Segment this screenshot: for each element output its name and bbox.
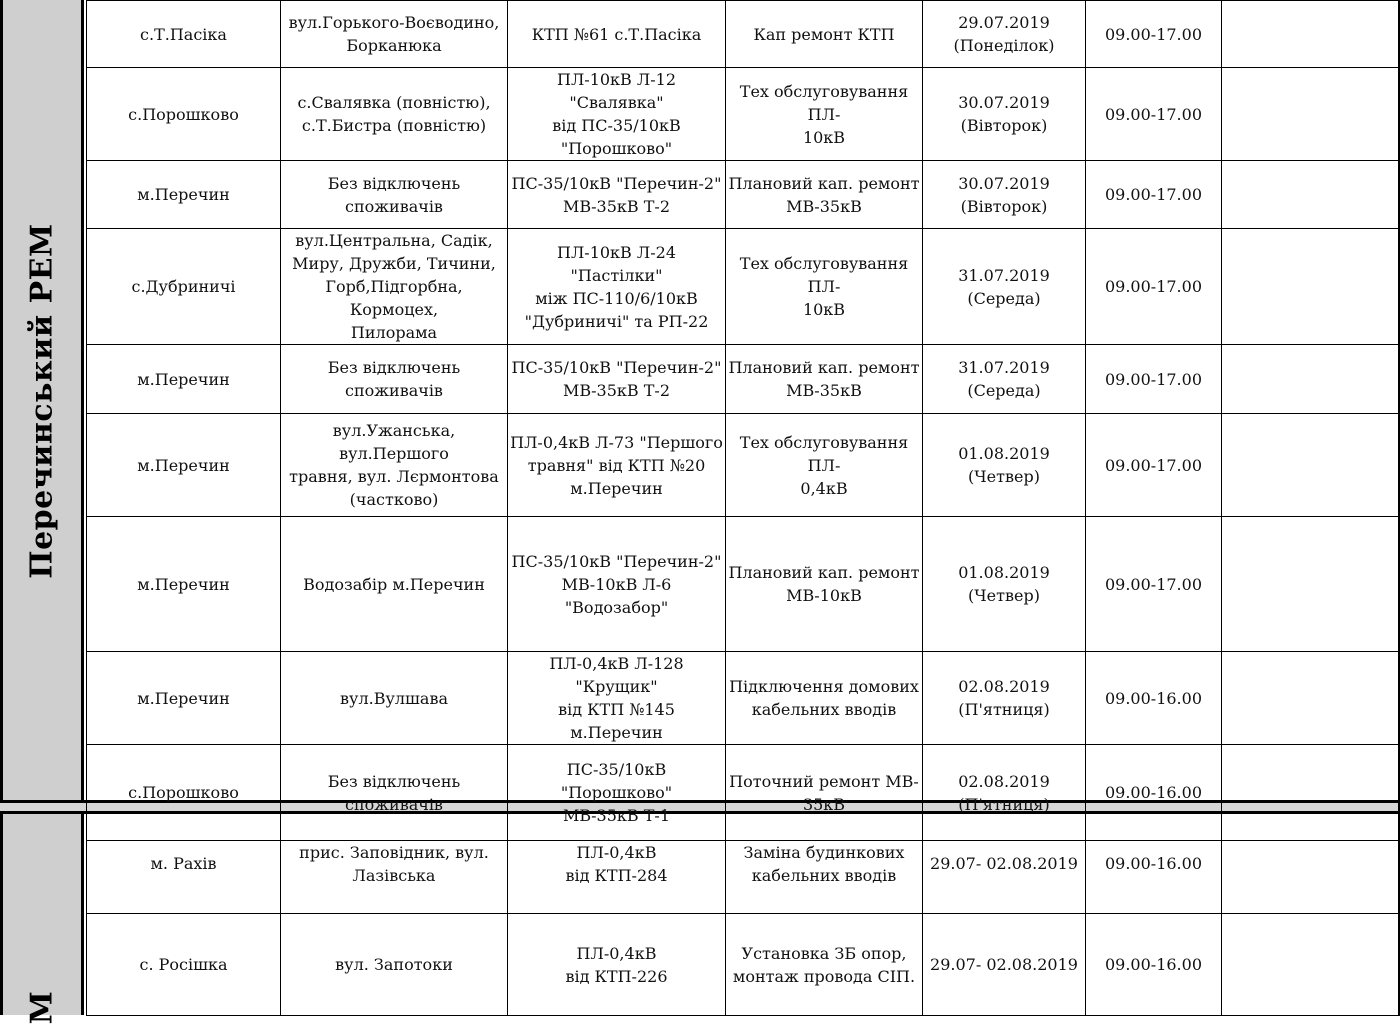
date-cell (923, 345, 1086, 414)
work-type-cell-text: Плановий кап. ремонт МВ-35кВ (728, 358, 920, 400)
streets-cell-text: с.Свалявка (повністю), с.Т.Бистра (повністю) (297, 93, 491, 135)
note-cell (1222, 1, 1399, 68)
settlement-cell-text: с.Т.Пасіка (140, 24, 227, 44)
time-cell (1086, 652, 1222, 745)
streets-cell (281, 414, 508, 517)
date-cell-text: 02.08.2019 (П'ятниця) (958, 677, 1050, 719)
note-cell (1222, 345, 1399, 414)
section-label-perechyn: Перечинський РЕМ (24, 223, 60, 579)
power-object-cell-text: ПЛ-10кВ Л-24 "Пастілки" між ПС-110/6/10кВ "Дубриничі" та РП-22 (524, 242, 709, 331)
date-cell-text: 31.07.2019 (Середа) (958, 265, 1050, 308)
streets-cell-text: Водозабір м.Перечин (303, 574, 485, 594)
date-cell-text: 02.08.2019 (П'ятниця) (958, 771, 1050, 814)
settlement-cell-text: с.Дубриничі (131, 277, 236, 296)
work-type-cell (726, 1, 923, 68)
work-type-cell-text: Плановий кап. ремонт МВ-35кВ (728, 173, 920, 216)
time-cell-text: 09.00-17.00 (1104, 455, 1202, 475)
date-cell-text: 30.07.2019 (Вівторок) (958, 93, 1050, 135)
streets-cell-text: вул.Ужанська, вул.Першого травня, вул. Лєрмонтова (частково) (289, 421, 499, 509)
power-object-cell (508, 1, 726, 68)
settlement-cell-text: м.Перечин (137, 185, 230, 204)
streets-cell-text: Без відключень споживачів (327, 771, 461, 814)
streets-cell (281, 652, 508, 745)
time-cell-text: 09.00-17.00 (1104, 104, 1202, 124)
schedule-table-perechyn (86, 0, 1400, 841)
date-cell-text: 30.07.2019 (Вівторок) (958, 173, 1050, 216)
settlement-cell (87, 414, 281, 517)
table-row (87, 1, 1399, 68)
section-label-column-bottom (0, 811, 84, 1024)
streets-cell (281, 345, 508, 414)
streets-cell (281, 517, 508, 652)
time-cell-text: 09.00-17.00 (1104, 24, 1202, 44)
power-object-cell-text: ПЛ-0,4кВ Л-73 "Першого травня" від КТП №20 м.Перечин (510, 432, 723, 498)
note-cell (1222, 161, 1399, 229)
work-type-cell (726, 68, 923, 161)
table-row (87, 414, 1399, 517)
settlement-cell (87, 914, 281, 1016)
date-cell-text: 29.07.2019 (Понеділок) (953, 13, 1055, 55)
note-cell (1222, 68, 1399, 161)
power-object-cell-text: ПЛ-10кВ Л-12 "Свалявка" від ПС-35/10кВ "Порошково" (552, 70, 681, 158)
streets-cell (281, 229, 508, 345)
work-type-cell (726, 914, 923, 1016)
date-cell-text: 29.07- 02.08.2019 (930, 854, 1078, 873)
time-cell (1086, 914, 1222, 1016)
work-type-cell (726, 345, 923, 414)
settlement-cell-text: м.Перечин (137, 574, 230, 594)
time-cell (1086, 814, 1222, 914)
settlement-cell-text: м.Перечин (137, 369, 230, 389)
power-object-cell-text: ПС-35/10кВ "Порошково" МВ-35кВ Т-1 (560, 760, 673, 825)
time-cell (1086, 68, 1222, 161)
time-cell (1086, 414, 1222, 517)
streets-cell-text: вул.Центральна, Садік, Миру, Дружби, Тичини, Горб,Підгорбна, Кормоцех, Пилорама (292, 231, 496, 342)
streets-cell-text: вул. Запотоки (335, 955, 453, 974)
streets-cell (281, 161, 508, 229)
section-label-rakhiv: М (24, 990, 60, 1024)
settlement-cell-text: с.Порошково (128, 104, 239, 124)
work-type-cell-text: Тех обслуговування ПЛ- 10кВ (739, 254, 909, 319)
settlement-cell (87, 652, 281, 745)
work-type-cell (726, 414, 923, 517)
time-cell (1086, 161, 1222, 229)
power-object-cell-text: ПС-35/10кВ "Перечин-2" МВ-35кВ Т-2 (511, 358, 722, 400)
work-type-cell-text: Підключення домових кабельних вводів (729, 677, 919, 719)
table-row (87, 914, 1399, 1016)
note-cell (1222, 517, 1399, 652)
power-object-cell (508, 652, 726, 745)
date-cell-text: 01.08.2019 (Четвер) (958, 563, 1050, 605)
power-object-cell (508, 814, 726, 914)
section-label-column-top (0, 0, 84, 802)
table-row (87, 517, 1399, 652)
streets-cell (281, 1, 508, 68)
time-cell (1086, 517, 1222, 652)
power-object-cell-text: ПС-35/10кВ "Перечин-2" МВ-35кВ Т-2 (511, 173, 722, 216)
work-type-cell-text: Тех обслуговування ПЛ- 10кВ (739, 81, 909, 147)
power-object-cell (508, 161, 726, 229)
note-cell (1222, 414, 1399, 517)
note-cell (1222, 914, 1399, 1016)
settlement-cell-text: м.Перечин (137, 455, 230, 475)
settlement-cell-text: м.Перечин (137, 688, 230, 708)
work-type-cell (726, 161, 923, 229)
streets-cell-text: Без відключень споживачів (327, 358, 461, 400)
schedule-table-rakhiv (86, 813, 1400, 1016)
date-cell (923, 517, 1086, 652)
streets-cell-text: прис. Заповідник, вул. Лазівська (299, 842, 489, 885)
time-cell-text: 09.00-16.00 (1104, 854, 1202, 873)
settlement-cell-text: с. Росішка (139, 955, 228, 974)
power-object-cell-text: ПС-35/10кВ "Перечин-2" МВ-10кВ Л-6 "Водозабор" (511, 551, 722, 617)
work-type-cell-text: Установка ЗБ опор, монтаж провода СІП. (732, 943, 916, 986)
date-cell (923, 1, 1086, 68)
work-type-cell-text: Тех обслуговування ПЛ- 0,4кВ (739, 432, 909, 498)
date-cell (923, 161, 1086, 229)
time-cell-text: 09.00-17.00 (1104, 277, 1202, 296)
streets-cell-text: вул.Горького-Воєводино, Борканюка (288, 13, 500, 55)
table-row (87, 229, 1399, 345)
settlement-cell (87, 345, 281, 414)
time-cell-text: 09.00-17.00 (1104, 185, 1202, 204)
work-type-cell-text: Поточний ремонт МВ- 35кВ (729, 771, 919, 814)
work-type-cell-text: Кап ремонт КТП (753, 24, 895, 44)
table-row (87, 814, 1399, 914)
streets-cell (281, 68, 508, 161)
streets-cell-text: Без відключень споживачів (327, 173, 461, 216)
settlement-cell-text: м. Рахів (150, 854, 217, 873)
work-type-cell-text: Плановий кап. ремонт МВ-10кВ (728, 563, 920, 605)
time-cell-text: 09.00-16.00 (1104, 688, 1202, 708)
date-cell-text: 31.07.2019 (Середа) (958, 358, 1050, 400)
table-row (87, 345, 1399, 414)
date-cell-text: 29.07- 02.08.2019 (930, 955, 1078, 974)
streets-cell (281, 914, 508, 1016)
work-type-cell-text: Заміна будинкових кабельних вводів (743, 842, 905, 885)
time-cell-text: 09.00-16.00 (1104, 955, 1202, 974)
power-object-cell (508, 517, 726, 652)
time-cell-text: 09.00-17.00 (1104, 574, 1202, 594)
time-cell (1086, 345, 1222, 414)
table-row (87, 68, 1399, 161)
work-type-cell (726, 814, 923, 914)
settlement-cell (87, 1, 281, 68)
streets-cell-text: вул.Вулшава (340, 688, 448, 708)
date-cell (923, 229, 1086, 345)
note-cell (1222, 652, 1399, 745)
time-cell-text: 09.00-16.00 (1104, 783, 1202, 802)
note-cell (1222, 814, 1399, 914)
streets-cell (281, 814, 508, 914)
settlement-cell (87, 814, 281, 914)
time-cell-text: 09.00-17.00 (1104, 369, 1202, 389)
power-object-cell (508, 345, 726, 414)
work-type-cell (726, 652, 923, 745)
settlement-cell (87, 517, 281, 652)
date-cell (923, 414, 1086, 517)
date-cell-text: 01.08.2019 (Четвер) (958, 444, 1050, 486)
work-type-cell (726, 229, 923, 345)
date-cell (923, 914, 1086, 1016)
time-cell (1086, 229, 1222, 345)
power-object-cell (508, 229, 726, 345)
table-row (87, 652, 1399, 745)
settlement-cell (87, 161, 281, 229)
table-row (87, 161, 1399, 229)
settlement-cell (87, 229, 281, 345)
power-object-cell-text: КТП №61 с.Т.Пасіка (531, 24, 702, 44)
time-cell (1086, 1, 1222, 68)
settlement-cell-text: с.Порошково (128, 783, 239, 802)
settlement-cell (87, 68, 281, 161)
power-object-cell-text: ПЛ-0,4кВ Л-128 "Крущик" від КТП №145 м.Перечин (549, 654, 684, 742)
note-cell (1222, 229, 1399, 345)
date-cell (923, 814, 1086, 914)
power-object-cell (508, 914, 726, 1016)
power-object-cell (508, 68, 726, 161)
power-object-cell (508, 414, 726, 517)
power-object-cell-text: ПЛ-0,4кВ від КТП-284 (565, 842, 668, 885)
power-object-cell-text: ПЛ-0,4кВ від КТП-226 (565, 943, 668, 986)
date-cell (923, 652, 1086, 745)
work-type-cell (726, 517, 923, 652)
date-cell (923, 68, 1086, 161)
